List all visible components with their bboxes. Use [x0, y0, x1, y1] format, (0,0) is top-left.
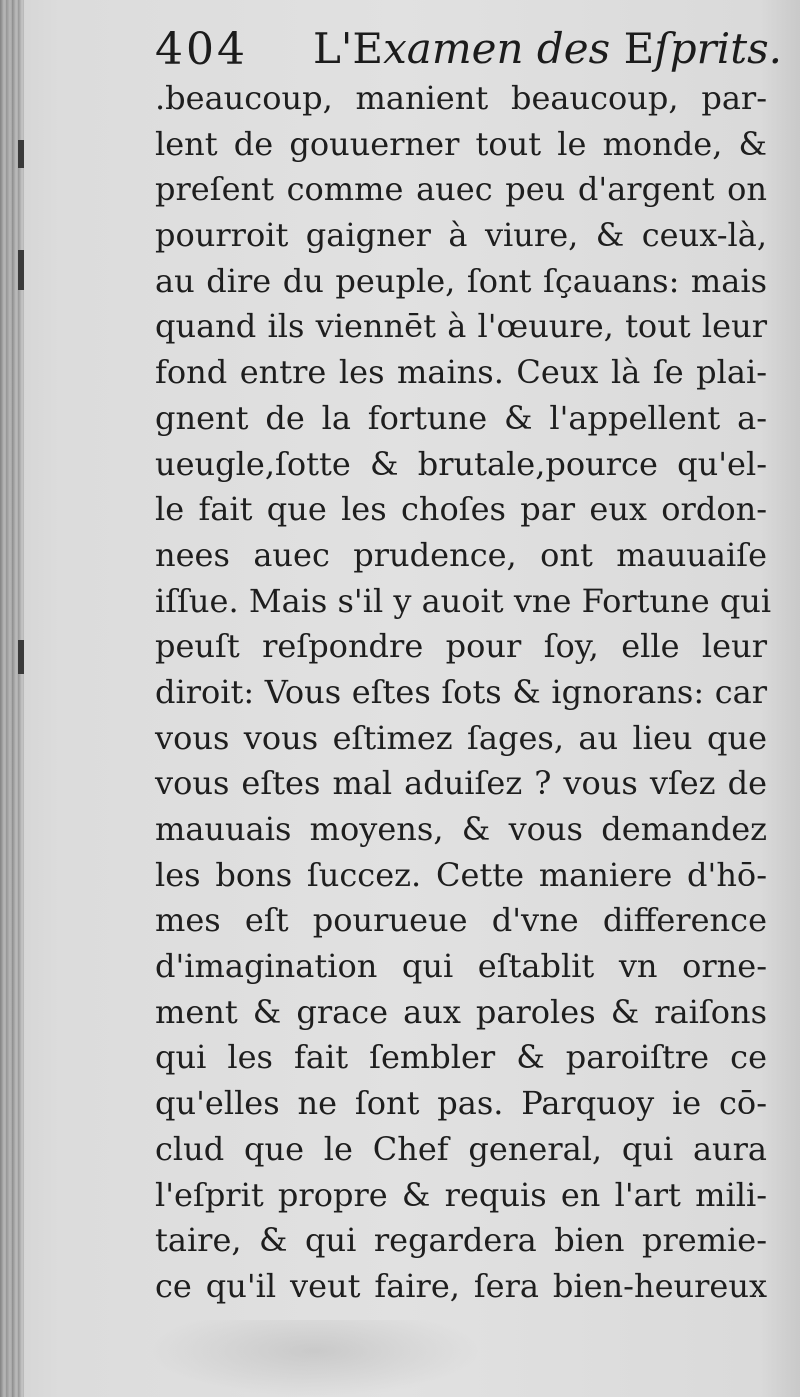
- text-line: vous vous eſtimez ſages, au lieu que: [155, 718, 767, 757]
- text-line: qui les fait ſembler & paroiſtre ce: [155, 1038, 767, 1077]
- paper-stain: [150, 1320, 480, 1397]
- text-line: nees auec prudence, ont mauuaiſe: [155, 535, 767, 574]
- running-header: [155, 18, 782, 82]
- body-text: [155, 76, 772, 1310]
- text-line: ueugle,ſotte & brutale,pource qu'el-: [155, 444, 767, 483]
- text-line: au dire du peuple, ſont ſçauans: mais: [155, 261, 767, 300]
- text-line: preſent comme auec peu d'argent on: [155, 170, 767, 209]
- text-line: l'eſprit propre & requis en l'art mili-: [155, 1175, 767, 1214]
- title-prefix: L'E: [313, 24, 384, 73]
- text-line: diroit: Vous eſtes ſots & ignorans: car: [155, 672, 767, 711]
- text-line: quand ils viennēt à l'œuure, tout leur: [155, 307, 767, 346]
- text-line: mes eſt pourueue d'vne difference: [155, 901, 767, 940]
- title-italic: xamen des: [383, 24, 624, 73]
- text-line: peuſt reſpondre pour ſoy, elle leur: [155, 627, 767, 666]
- binding-mark: [18, 250, 24, 290]
- binding-edge: [0, 0, 24, 1397]
- text-line: ment & grace aux paroles & raiſons: [155, 992, 767, 1031]
- binding-mark: [18, 140, 24, 168]
- text-line: mauuais moyens, & vous demandez: [155, 810, 767, 848]
- running-title: [313, 24, 782, 73]
- text-line: clud que le Chef general, qui aura: [155, 1129, 767, 1168]
- title-italic-end: ſprits.: [654, 24, 782, 73]
- text-line: le fait que les choſes par eux ordon-: [155, 490, 767, 529]
- text-line: vous eſtes mal aduiſez ? vous vſez de: [155, 764, 767, 803]
- text-line: gnent de la fortune & l'appellent a-: [155, 398, 767, 437]
- title-e: E: [623, 24, 655, 73]
- text-line: pourroit gaigner à viure, & ceux-là,: [155, 216, 767, 255]
- text-line: taire, & qui regardera bien premie-: [155, 1221, 767, 1260]
- text-line: ce qu'il veut faire, ſera bien-heureux: [155, 1266, 767, 1305]
- text-line: d'imagination qui eſtablit vn orne-: [155, 947, 767, 986]
- text-line: iſſue. Mais s'il y auoit vne Fortune qui: [155, 581, 772, 620]
- text-line: .beaucoup, manient beaucoup, par-: [155, 79, 767, 117]
- binding-mark: [18, 640, 24, 674]
- text-line: qu'elles ne ſont pas. Parquoy ie cō-: [155, 1084, 767, 1123]
- text-line: fond entre les mains. Ceux là ſe plai-: [155, 353, 767, 392]
- text-line: les bons ſuccez. Cette maniere d'hō-: [155, 855, 767, 894]
- text-line: lent de gouuerner tout le monde, &: [155, 124, 767, 163]
- page-number: 404: [155, 24, 248, 75]
